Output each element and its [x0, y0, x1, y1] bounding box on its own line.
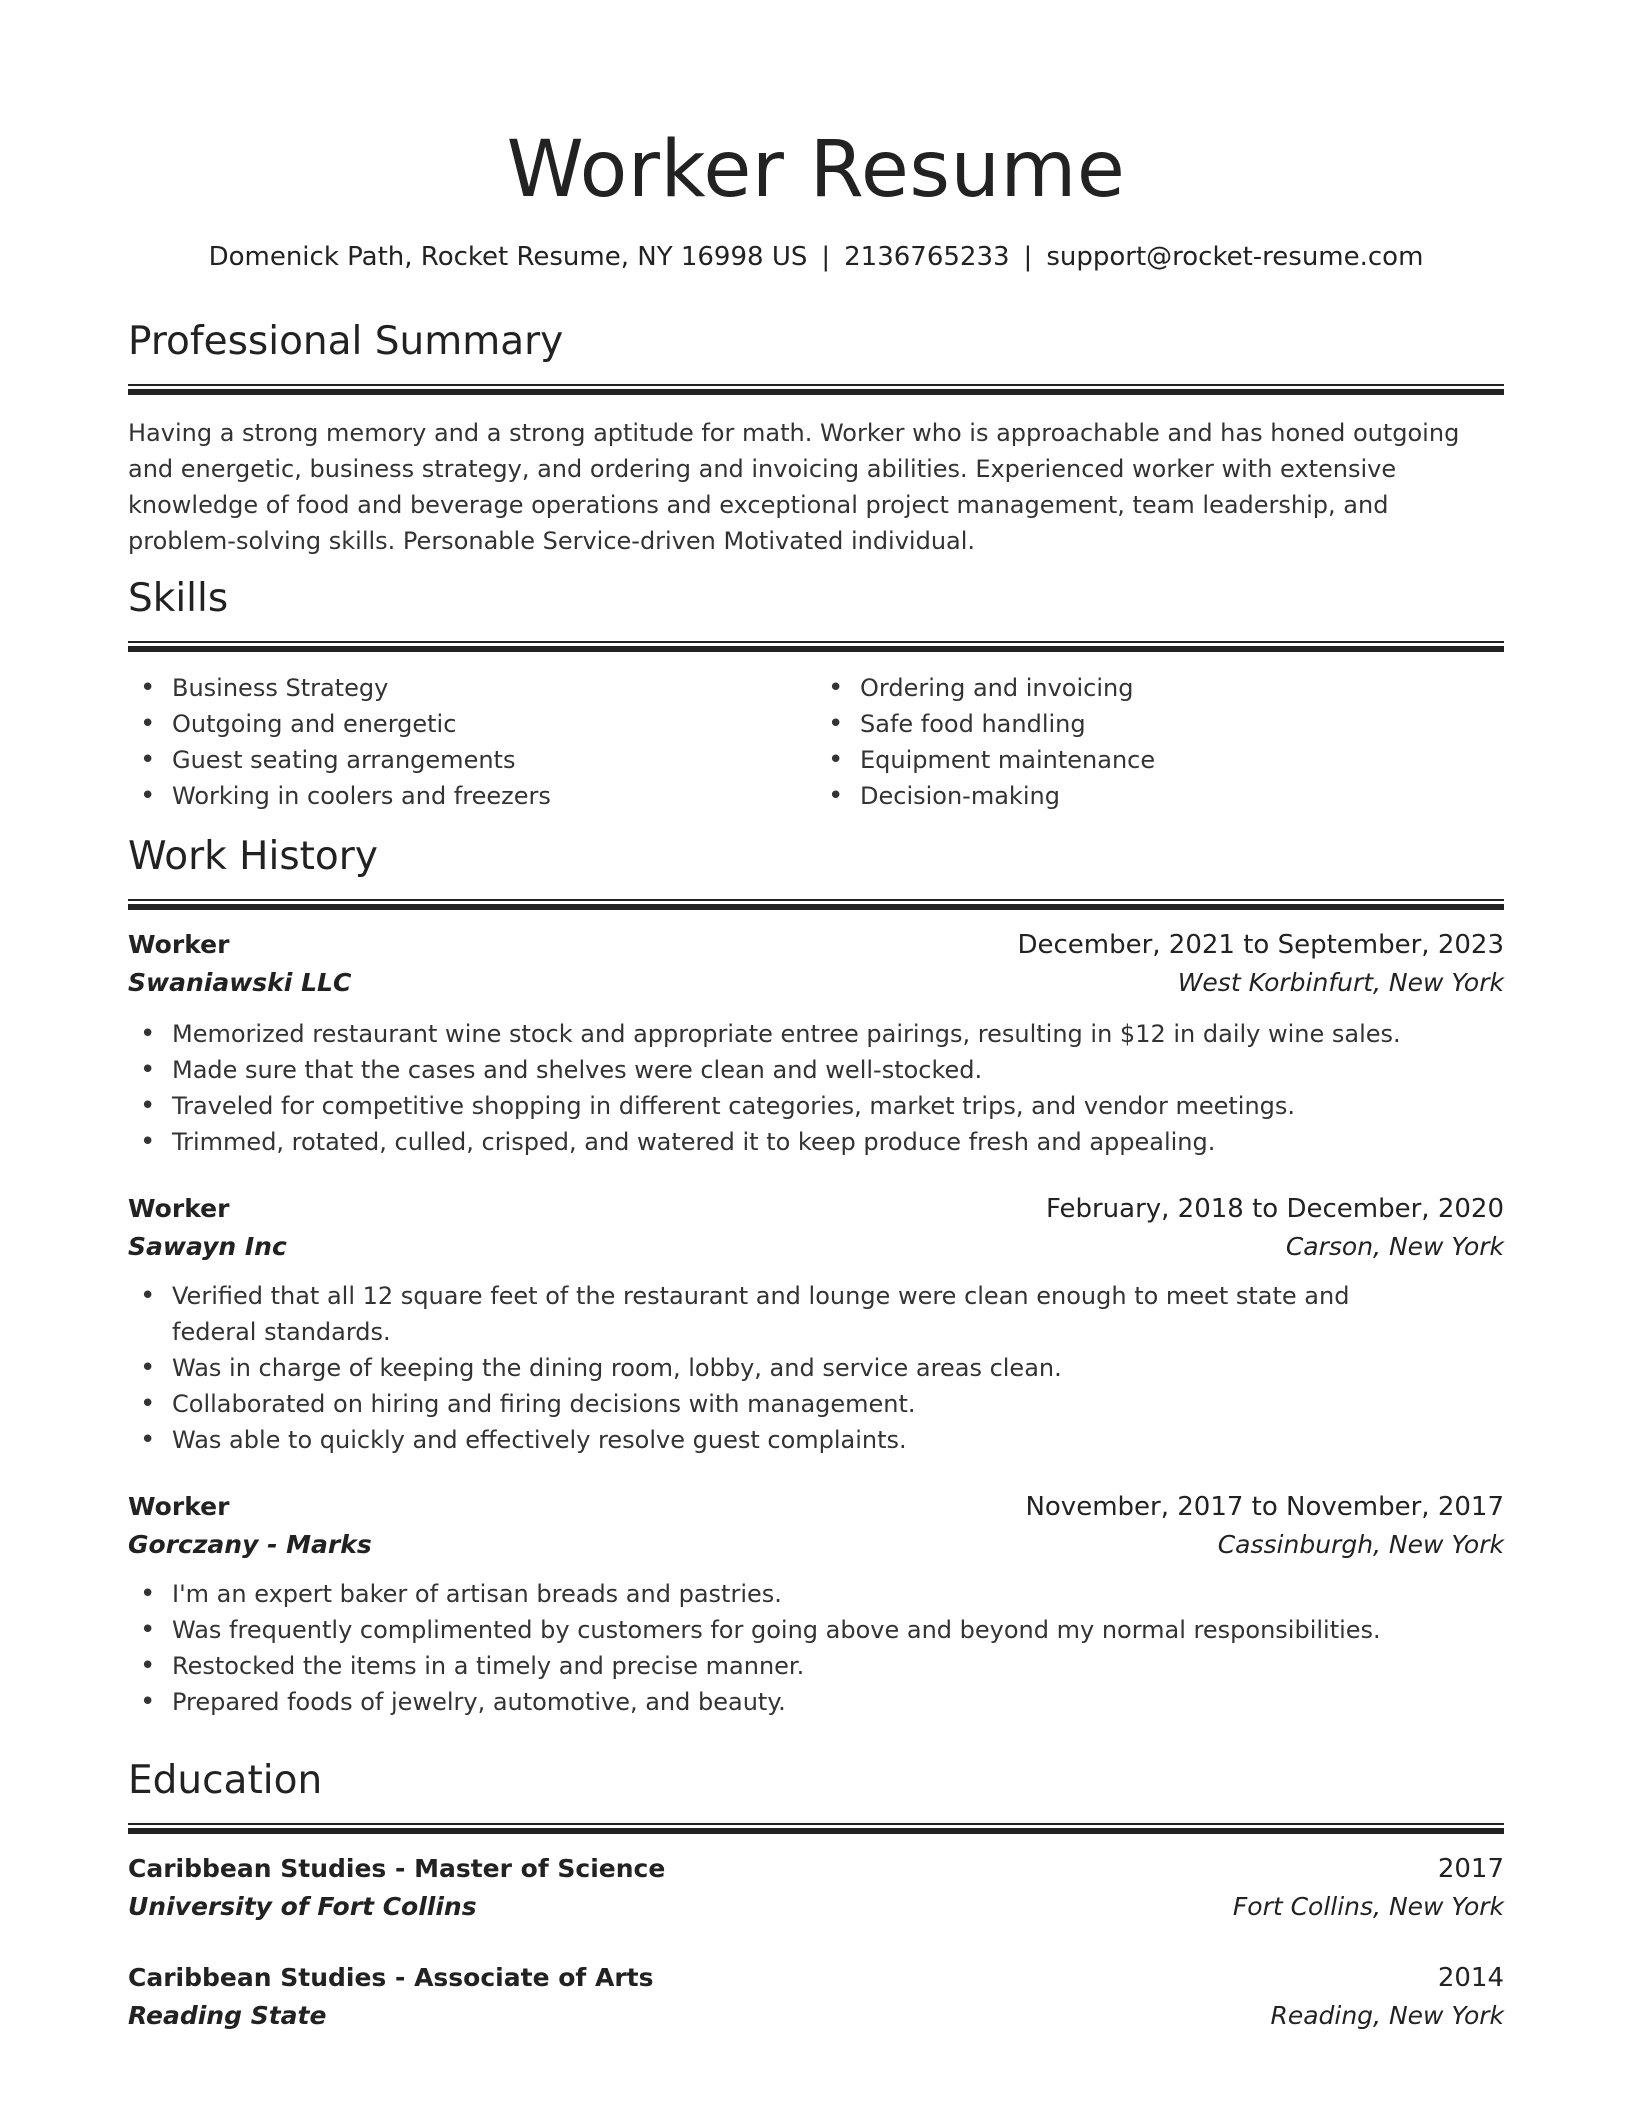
job-location: Carson, New York: [1285, 1232, 1504, 1261]
job-responsibilities: [128, 1016, 1504, 1160]
contact-separator: |: [1023, 242, 1033, 272]
list-item: • Verified that all 12 square feet of the restaurant and lounge were clean enough to meet state and federal standards.: [128, 1278, 1404, 1350]
job-title: Worker: [128, 930, 230, 959]
list-item: • Traveled for competitive shopping in different categories, market trips, and vendor meetings.: [128, 1088, 1504, 1124]
section-divider: [128, 384, 1504, 395]
section-divider: [128, 1823, 1504, 1834]
work-history-section: [128, 833, 1504, 1720]
contact-address: Domenick Path, Rocket Resume, NY 16998 US: [208, 242, 808, 272]
skill-item: • Equipment maintenance: [816, 742, 1504, 778]
education-year: 2017: [1437, 1854, 1504, 1884]
job-entry: [128, 1488, 1504, 1720]
section-title-summary: Professional Summary: [128, 319, 564, 364]
list-item: • Was able to quickly and effectively resolve guest complaints.: [128, 1422, 1404, 1458]
summary-text: Having a strong memory and a strong aptitude for math. Worker who is approachable and has honed outgoing and energetic, business strategy, and ordering and invoicing abilities. Experienced worker with extensive knowledge of food and beverage operations and exceptional project management, team leadership, and problem-solving skills. Personable Service-driven Motivated individual.: [128, 419, 1460, 555]
skill-item: • Business Strategy: [128, 670, 816, 706]
contact-email: support@rocket-resume.com: [1046, 242, 1424, 272]
list-item: • Was frequently complimented by customers for going above and beyond my normal responsibilities.: [128, 1612, 1504, 1648]
list-item: • Memorized restaurant wine stock and appropriate entree pairings, resulting in $12 in daily wine sales.: [128, 1016, 1504, 1052]
summary-section: [128, 318, 1504, 559]
list-item: • Restocked the items in a timely and precise manner.: [128, 1648, 1504, 1684]
job-entry: [128, 926, 1504, 1160]
list-item: • Trimmed, rotated, culled, crisped, and watered it to keep produce fresh and appealing.: [128, 1124, 1504, 1160]
skills-column-right: [816, 670, 1504, 814]
section-divider: [128, 899, 1504, 910]
list-item: • I'm an expert baker of artisan breads and pastries.: [128, 1576, 1504, 1612]
education-year: 2014: [1437, 1963, 1504, 1993]
contact-phone: 2136765233: [844, 242, 1010, 272]
job-dates: December, 2021 to September, 2023: [1017, 930, 1504, 960]
skills-list: [128, 670, 1504, 814]
section-divider: [128, 641, 1504, 652]
contact-separator: |: [821, 242, 831, 272]
skills-section: [128, 575, 1504, 814]
job-title: Worker: [128, 1492, 230, 1521]
education-degree: Caribbean Studies - Master of Science: [128, 1854, 666, 1883]
skill-item: • Outgoing and energetic: [128, 706, 816, 742]
list-item: • Prepared foods of jewelry, automotive, and beauty.: [128, 1684, 1504, 1720]
list-item: • Collaborated on hiring and firing decisions with management.: [128, 1386, 1404, 1422]
job-responsibilities: [128, 1278, 1504, 1458]
job-company: Gorczany - Marks: [128, 1530, 372, 1559]
section-title-education: Education: [128, 1758, 323, 1803]
job-responsibilities: [128, 1576, 1504, 1720]
skill-item: • Ordering and invoicing: [816, 670, 1504, 706]
job-location: Cassinburgh, New York: [1217, 1530, 1504, 1559]
job-dates: February, 2018 to December, 2020: [1045, 1194, 1504, 1224]
skills-column-left: [128, 670, 816, 814]
list-item: • Made sure that the cases and shelves were clean and well-stocked.: [128, 1052, 1504, 1088]
list-item: • Was in charge of keeping the dining room, lobby, and service areas clean.: [128, 1350, 1404, 1386]
job-company: Swaniawski LLC: [128, 968, 352, 997]
job-location: West Korbinfurt, New York: [1177, 968, 1504, 997]
education-entry: [128, 1959, 1504, 2035]
job-title: Worker: [128, 1194, 230, 1223]
job-company: Sawayn Inc: [128, 1232, 287, 1261]
section-title-skills: Skills: [128, 576, 229, 621]
education-section: [128, 1757, 1504, 2035]
job-entry: [128, 1190, 1504, 1458]
section-title-work-history: Work History: [128, 834, 378, 879]
education-location: Fort Collins, New York: [1232, 1892, 1504, 1921]
resume-title: Worker Resume: [506, 125, 1126, 215]
skill-item: • Guest seating arrangements: [128, 742, 816, 778]
skill-item: • Decision-making: [816, 778, 1504, 814]
education-location: Reading, New York: [1270, 2001, 1504, 2030]
contact-line: [0, 240, 1632, 274]
job-dates: November, 2017 to November, 2017: [1025, 1492, 1504, 1522]
skill-item: • Working in coolers and freezers: [128, 778, 816, 814]
education-school: Reading State: [128, 2001, 327, 2030]
education-degree: Caribbean Studies - Associate of Arts: [128, 1963, 654, 1992]
education-school: University of Fort Collins: [128, 1892, 477, 1921]
education-entry: [128, 1850, 1504, 1926]
skill-item: • Safe food handling: [816, 706, 1504, 742]
